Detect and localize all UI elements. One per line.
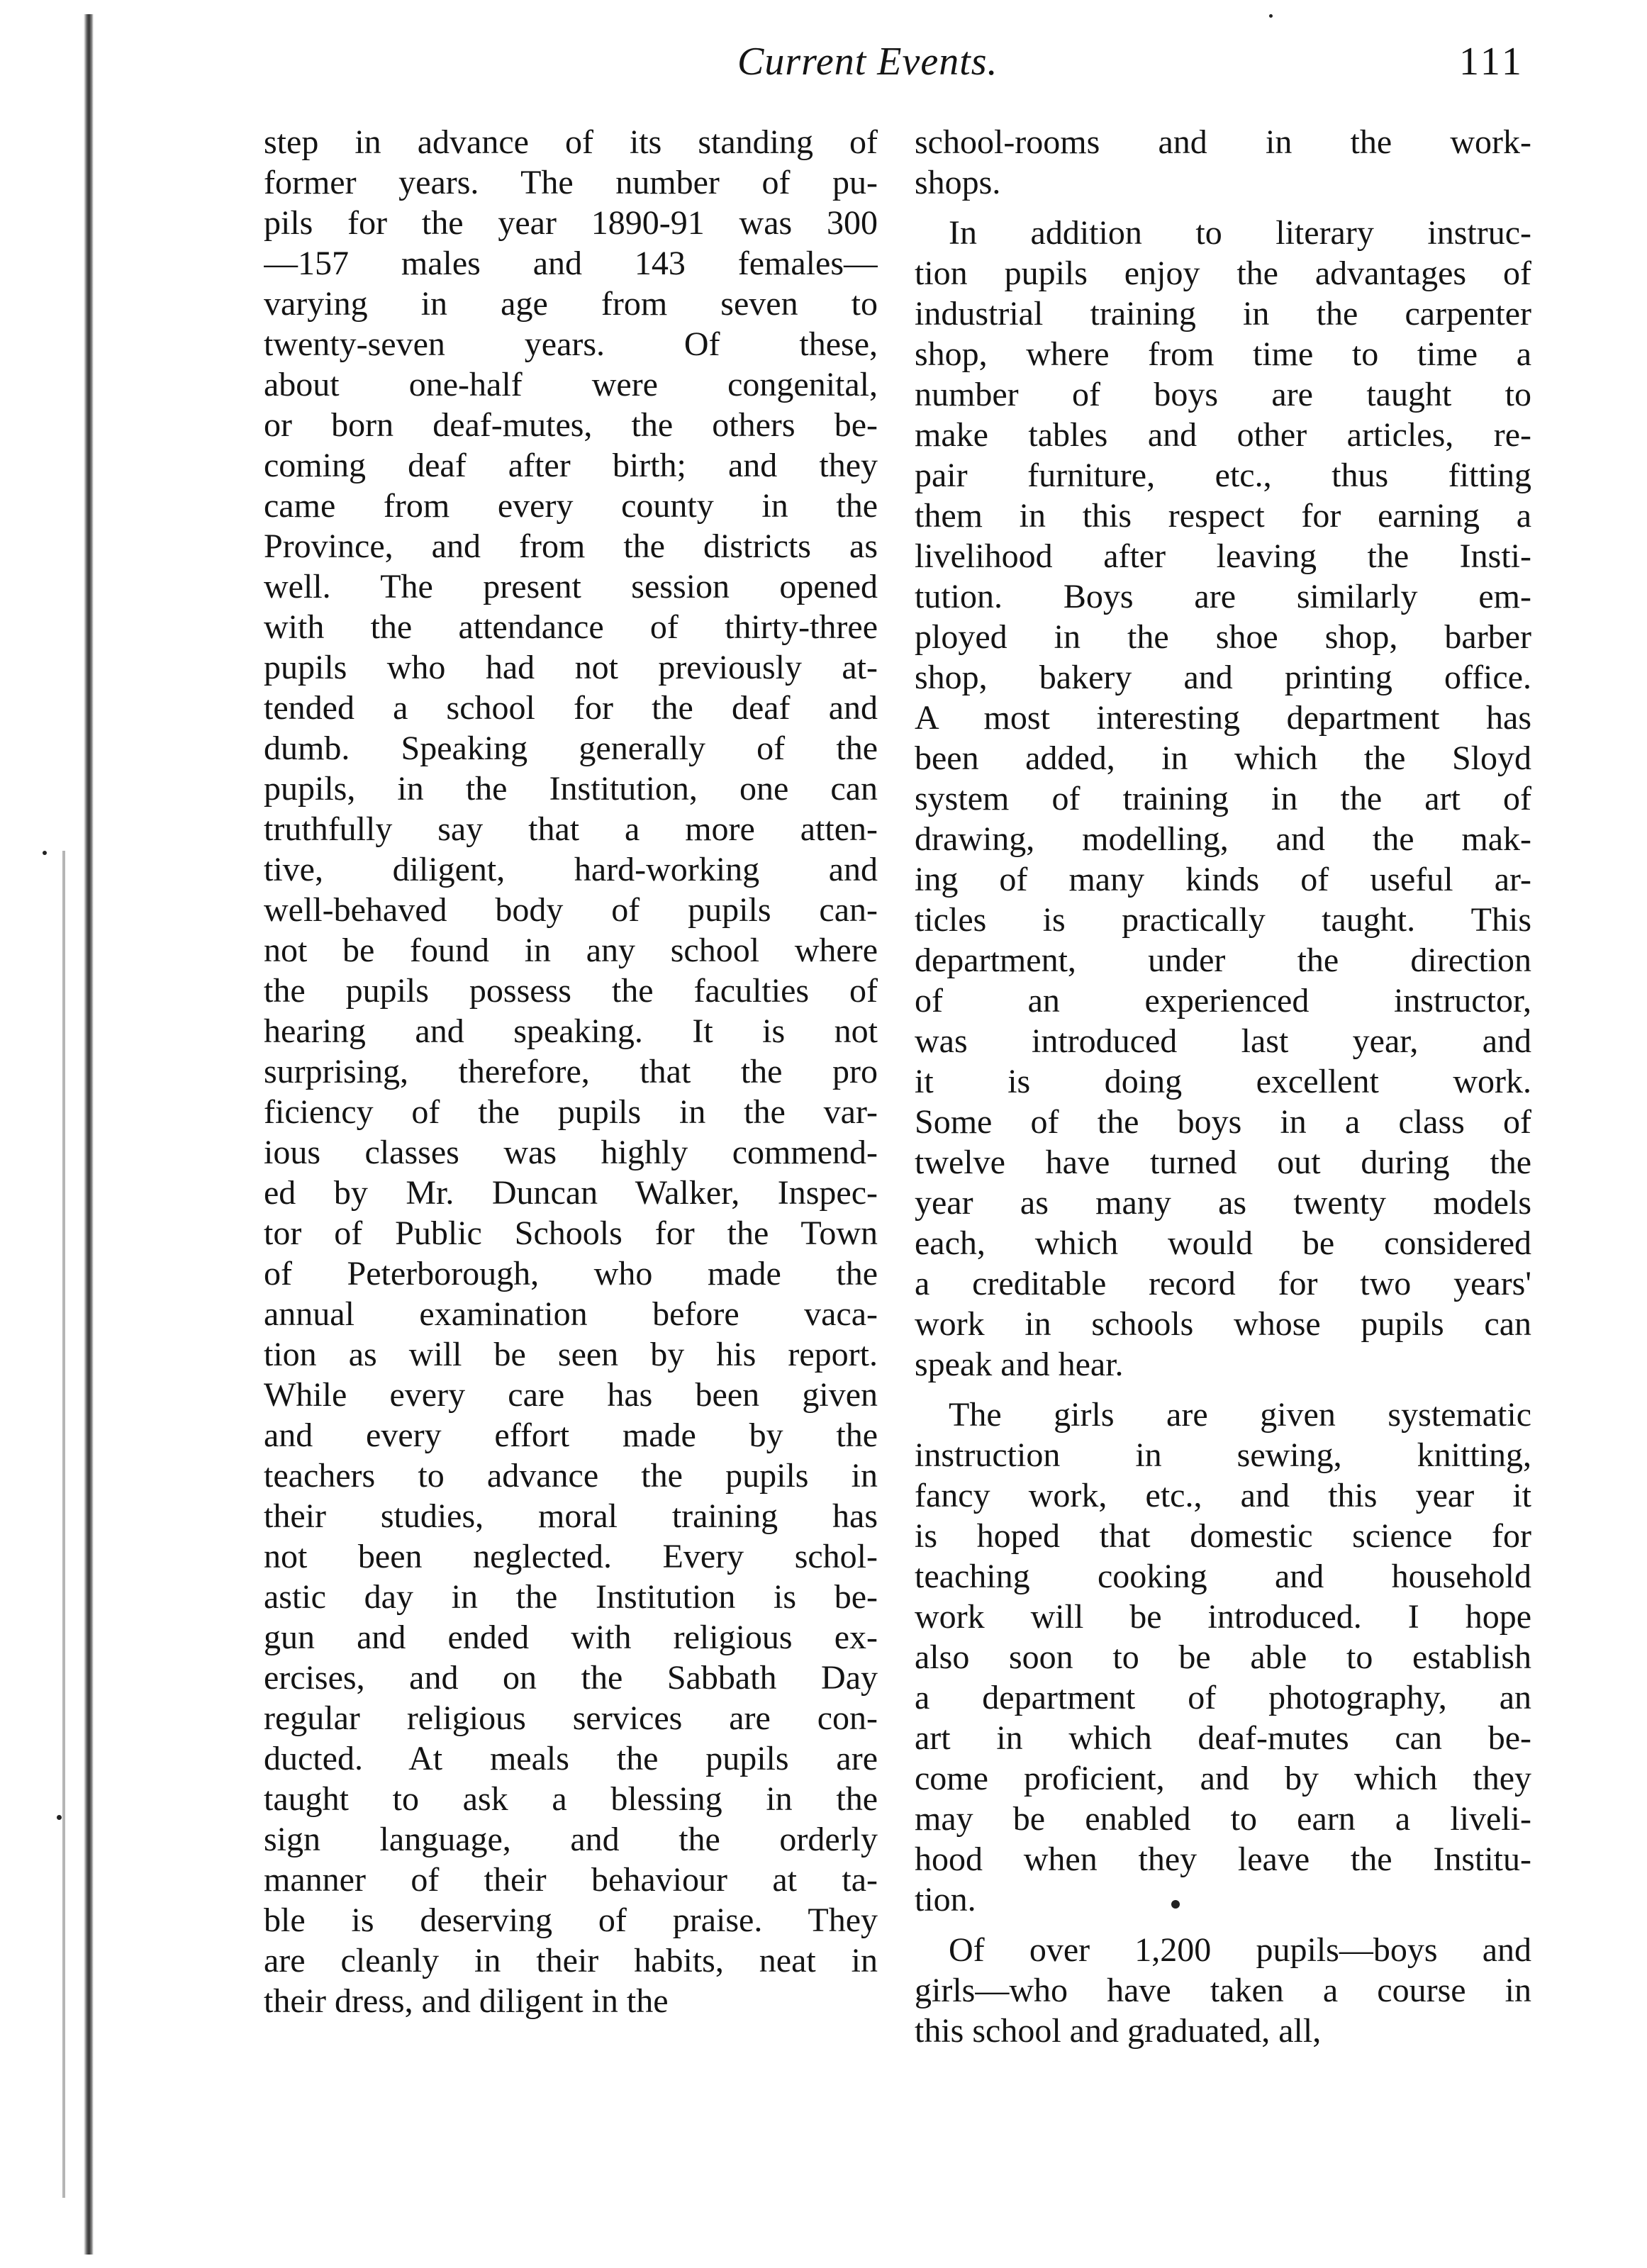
text-line: may be enabled to earn a liveli- <box>915 1800 1531 1838</box>
text-line: manner of their behaviour at ta- <box>264 1861 878 1899</box>
text-line: make tables and other articles, re- <box>915 416 1531 454</box>
text-line: former years. The number of pu- <box>264 164 878 201</box>
text-line: with the attendance of thirty-three <box>264 608 878 646</box>
text-line: ducted. At meals the pupils are <box>264 1740 878 1777</box>
text-line: number of boys are taught to <box>915 376 1531 413</box>
text-line: taught to ask a blessing in the <box>264 1780 878 1818</box>
text-line: drawing, modelling, and the mak- <box>915 820 1531 858</box>
text-line: ed by Mr. Duncan Walker, Inspec- <box>264 1174 878 1212</box>
text-line: of an experienced instructor, <box>915 982 1531 1020</box>
text-line: work in schools whose pupils can <box>915 1305 1531 1343</box>
text-line: pupils, in the Institution, one can <box>264 770 878 808</box>
text-line: The girls are given systematic <box>949 1396 1531 1434</box>
text-line: tor of Public Schools for the Town <box>264 1214 878 1252</box>
binding-shadow <box>62 851 65 2198</box>
text-line: also soon to be able to establish <box>915 1638 1531 1676</box>
paragraph <box>915 1930 1531 2051</box>
text-line: hood when they leave the Institu- <box>915 1840 1531 1878</box>
text-line: truthfully say that a more atten- <box>264 810 878 848</box>
text-line: ing of many kinds of useful ar- <box>915 861 1531 898</box>
text-line: While every care has been given <box>264 1376 878 1414</box>
binding-edge <box>84 14 94 2255</box>
text-line: tion pupils enjoy the advantages of <box>915 255 1531 292</box>
text-line: ployed in the shoe shop, barber <box>915 618 1531 656</box>
scan-speck <box>1269 14 1273 18</box>
text-line: dumb. Speaking generally of the <box>264 730 878 767</box>
text-line: coming deaf after birth; and they <box>264 447 878 484</box>
text-line: shop, where from time to time a <box>915 335 1531 373</box>
text-line: ious classes was highly commend- <box>264 1134 878 1171</box>
paragraph <box>915 122 1531 203</box>
text-line: sign language, and the orderly <box>264 1821 878 1858</box>
text-line: been added, in which the Sloyd <box>915 739 1531 777</box>
text-line: department, under the direction <box>915 942 1531 979</box>
text-line: pils for the year 1890-91 was 300 <box>264 204 878 242</box>
text-line: not been neglected. Every schol- <box>264 1538 878 1575</box>
text-line: livelihood after leaving the Insti- <box>915 537 1531 575</box>
text-line: year as many as twenty models <box>915 1184 1531 1222</box>
text-line: A most interesting department has <box>915 699 1531 737</box>
paragraph <box>264 122 878 2021</box>
text-line: shop, bakery and printing office. <box>915 659 1531 696</box>
text-line: In addition to literary instruc- <box>949 214 1531 252</box>
left-column <box>264 122 878 2021</box>
text-line: instruction in sewing, knitting, <box>915 1436 1531 1474</box>
paragraph <box>915 213 1531 1385</box>
page-number: 111 <box>1459 40 1524 84</box>
text-line: a department of photography, an <box>915 1679 1531 1716</box>
text-line: ercises, and on the Sabbath Day <box>264 1659 878 1697</box>
text-line: astic day in the Institution is be- <box>264 1578 878 1616</box>
text-line: Some of the boys in a class of <box>915 1103 1531 1141</box>
text-line: school-rooms and in the work- <box>915 123 1531 161</box>
text-line: varying in age from seven to <box>264 285 878 323</box>
text-line: of Peterborough, who made the <box>264 1255 878 1292</box>
text-line: their dress, and diligent in the <box>264 1982 669 2020</box>
text-line: is hoped that domestic science for <box>915 1517 1531 1555</box>
text-line: gun and ended with religious ex- <box>264 1619 878 1656</box>
text-line: teaching cooking and household <box>915 1558 1531 1595</box>
text-line: it is doing excellent work. <box>915 1063 1531 1100</box>
text-line: teachers to advance the pupils in <box>264 1457 878 1495</box>
text-line: about one-half were congenital, <box>264 366 878 403</box>
text-line: came from every county in the <box>264 487 878 525</box>
text-line: industrial training in the carpenter <box>915 295 1531 333</box>
text-line: their studies, moral training has <box>264 1497 878 1535</box>
text-line: ficiency of the pupils in the var- <box>264 1093 878 1131</box>
text-line: a creditable record for two years' <box>915 1265 1531 1302</box>
text-line: come proficient, and by which they <box>915 1760 1531 1797</box>
text-line: tion as will be seen by his report. <box>264 1336 878 1373</box>
text-line: annual examination before vaca- <box>264 1295 878 1333</box>
text-line: twenty-seven years. Of these, <box>264 325 878 363</box>
text-line: and every effort made by the <box>264 1417 878 1454</box>
text-line: this school and graduated, all, <box>915 2012 1322 2050</box>
text-line: each, which would be considered <box>915 1224 1531 1262</box>
text-line: tion. <box>915 1881 976 1918</box>
text-line: system of training in the art of <box>915 780 1531 817</box>
text-line: surprising, therefore, that the pro <box>264 1053 878 1090</box>
text-line: tended a school for the deaf and <box>264 689 878 727</box>
text-line: step in advance of its standing of <box>264 123 878 161</box>
text-line: fancy work, etc., and this year it <box>915 1477 1531 1514</box>
scan-speck <box>57 1815 62 1820</box>
text-line: Province, and from the districts as <box>264 527 878 565</box>
text-line: or born deaf-mutes, the others be- <box>264 406 878 444</box>
running-head: Current Events. <box>737 40 998 84</box>
text-line: was introduced last year, and <box>915 1022 1531 1060</box>
text-line: pupils who had not previously at- <box>264 649 878 686</box>
text-line: well. The present session opened <box>264 568 878 605</box>
text-line: Of over 1,200 pupils—boys and <box>949 1931 1531 1969</box>
text-line: ble is deserving of praise. They <box>264 1901 878 1939</box>
text-line: pair furniture, etc., thus fitting <box>915 457 1531 494</box>
text-line: work will be introduced. I hope <box>915 1598 1531 1636</box>
text-line: tution. Boys are similarly em- <box>915 578 1531 615</box>
right-column <box>915 122 1531 2051</box>
paragraph <box>915 1395 1531 1920</box>
text-line: twelve have turned out during the <box>915 1144 1531 1181</box>
text-line: shops. <box>915 164 1001 201</box>
text-line: girls—who have taken a course in <box>915 1972 1531 2009</box>
text-line: hearing and speaking. It is not <box>264 1012 878 1050</box>
text-line: are cleanly in their habits, neat in <box>264 1942 878 1979</box>
text-line: —157 males and 143 females— <box>264 245 878 282</box>
scan-speck <box>43 851 47 855</box>
text-line: them in this respect for earning a <box>915 497 1531 535</box>
text-line: tive, diligent, hard-working and <box>264 851 878 888</box>
text-line: the pupils possess the faculties of <box>264 972 878 1010</box>
text-line: speak and hear. <box>915 1346 1124 1383</box>
text-line: ticles is practically taught. This <box>915 901 1531 939</box>
text-line: art in which deaf-mutes can be- <box>915 1719 1531 1757</box>
text-line: not be found in any school where <box>264 932 878 969</box>
text-line: regular religious services are con- <box>264 1699 878 1737</box>
text-line: well-behaved body of pupils can- <box>264 891 878 929</box>
